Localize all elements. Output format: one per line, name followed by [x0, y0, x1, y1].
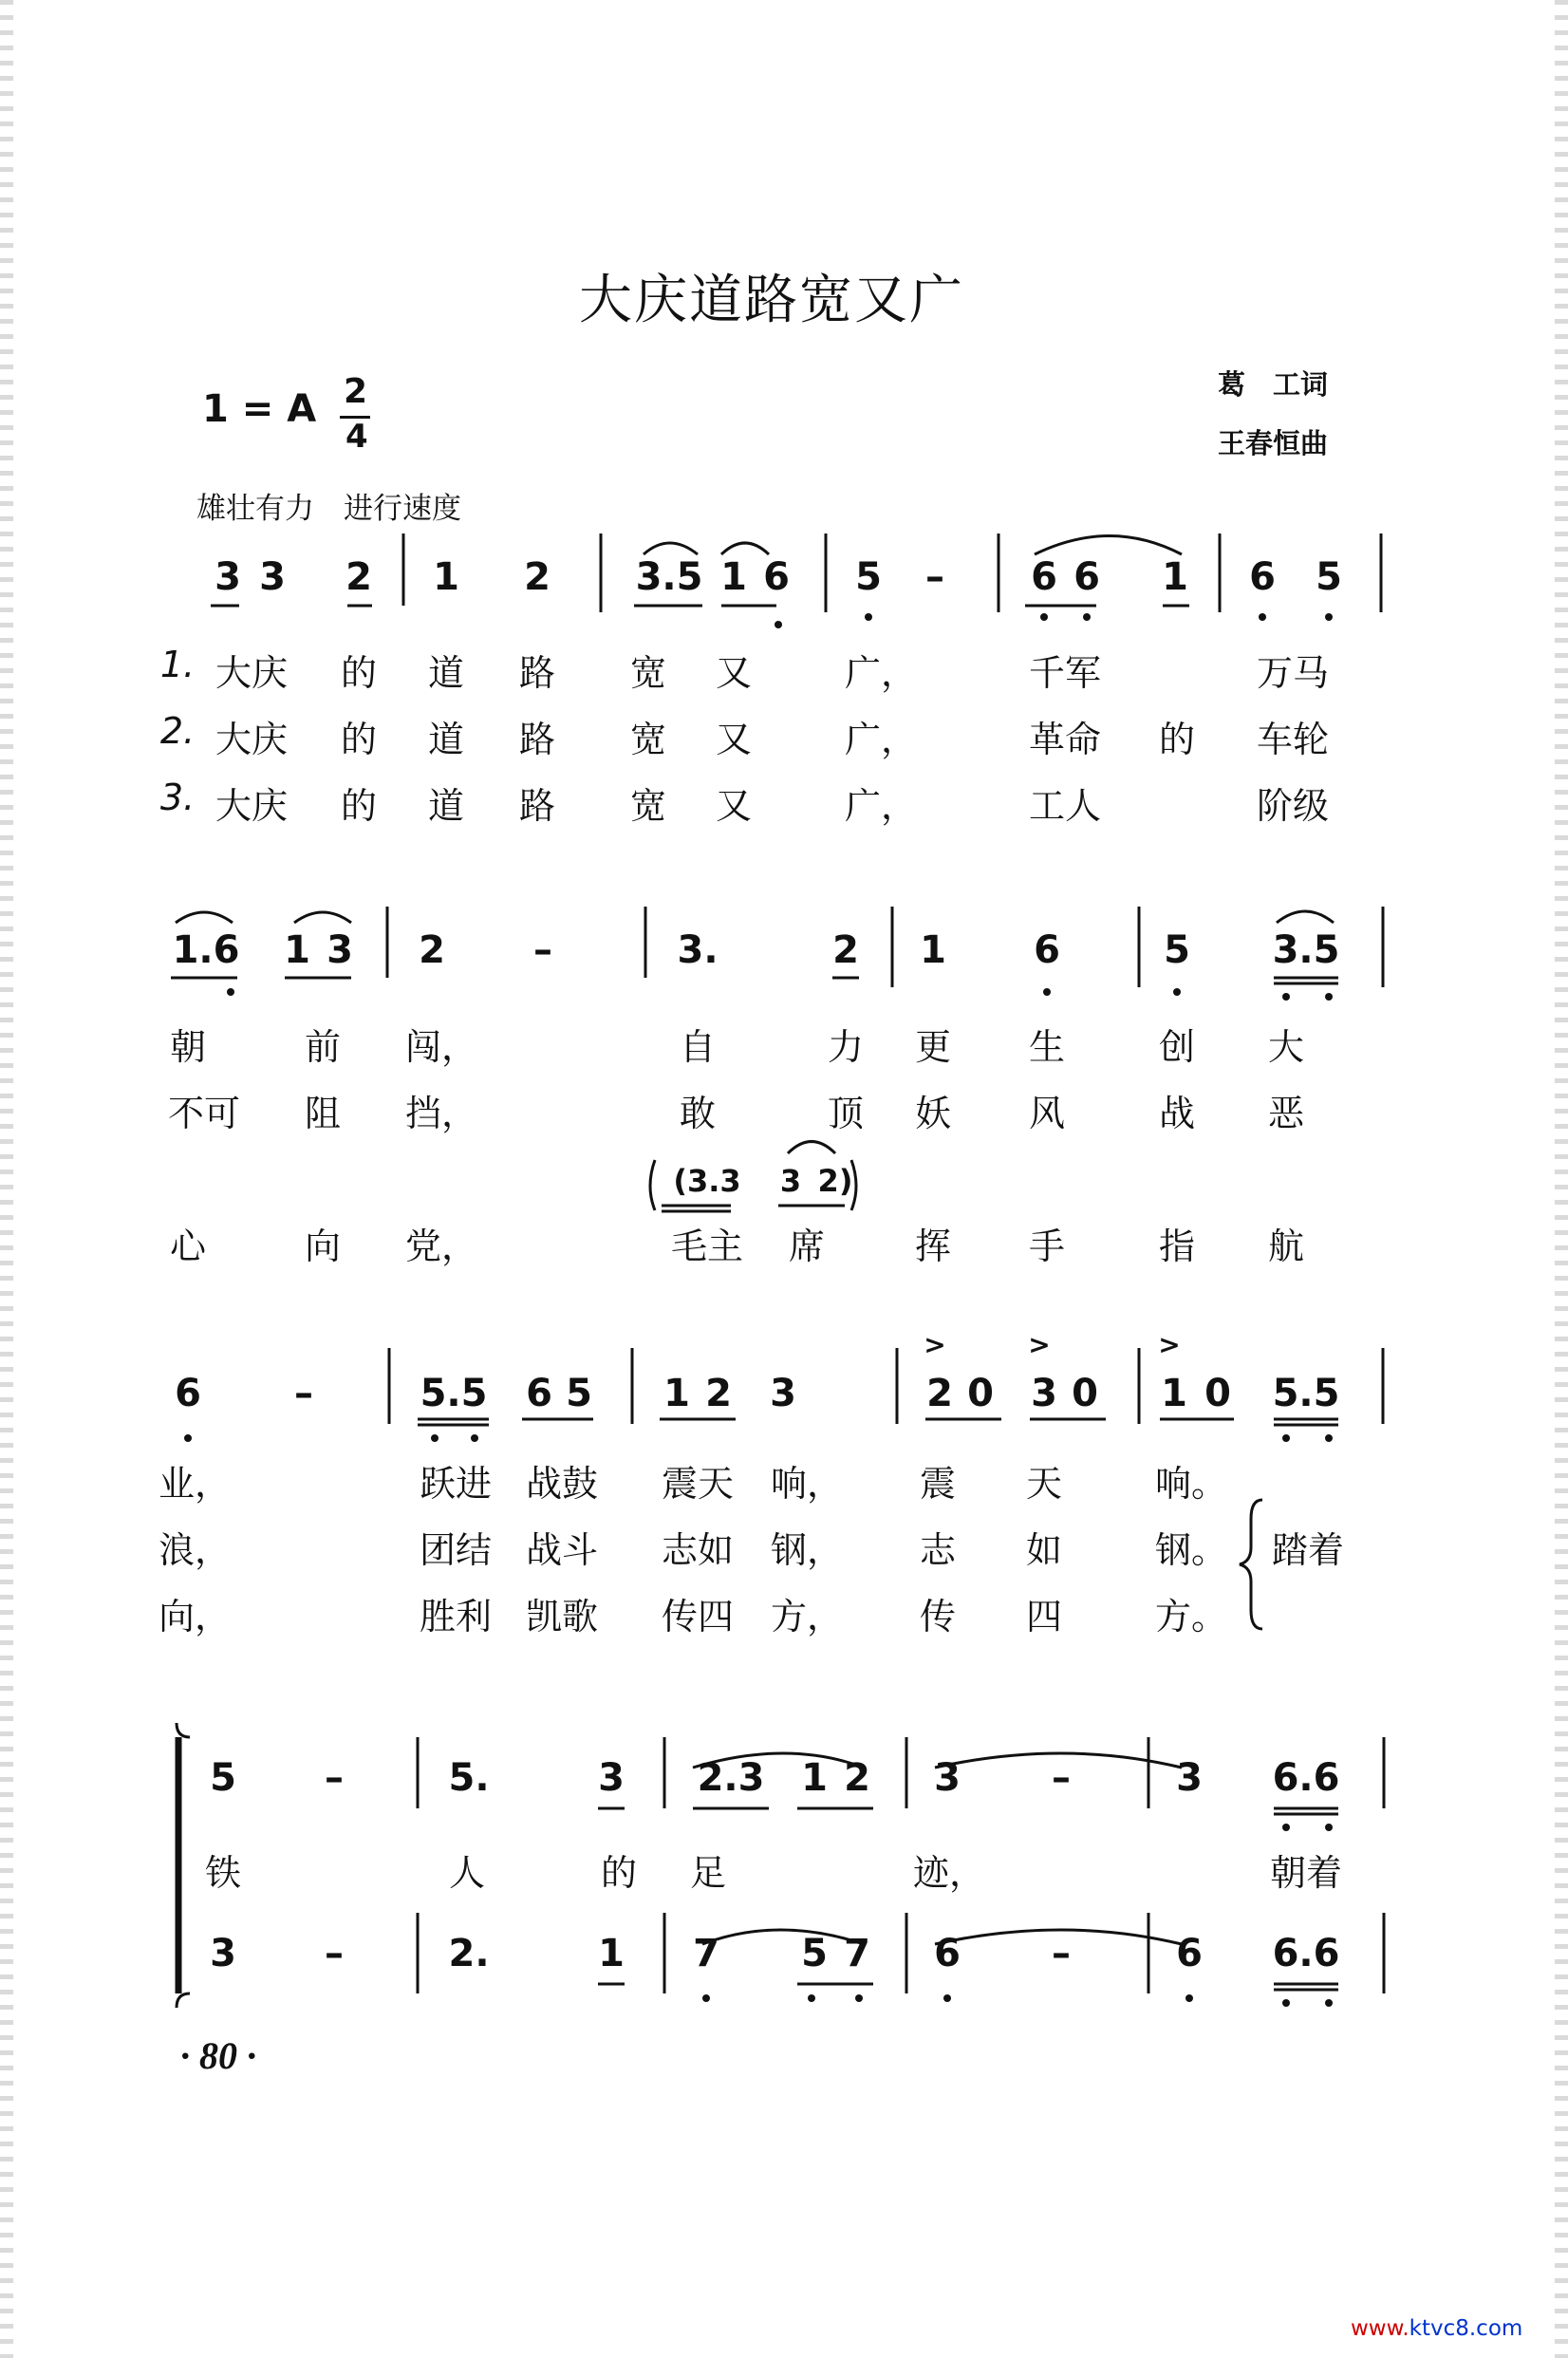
lyric: 恶: [1267, 1093, 1304, 1134]
lyric: 车轮: [1256, 719, 1329, 760]
note: 1: [720, 555, 747, 599]
note: 5: [855, 555, 882, 599]
lyric: 足: [689, 1852, 726, 1894]
lyric: 敢: [679, 1093, 716, 1134]
note: 0: [967, 1372, 994, 1415]
lyric: 跃进: [419, 1463, 492, 1505]
note: 3: [1176, 1756, 1203, 1800]
note: 0: [1204, 1372, 1231, 1415]
lyric: 大庆: [215, 785, 288, 827]
note: 2: [524, 555, 551, 599]
key-signature: 1 = A: [202, 387, 317, 431]
note: 6: [1176, 1932, 1203, 1975]
note: –: [1052, 1932, 1071, 1975]
note: 6.6: [1272, 1932, 1340, 1975]
note: 3.5: [635, 555, 703, 599]
lyric: 震天: [661, 1463, 734, 1505]
lyric: 又: [715, 652, 752, 694]
lyric: 人: [448, 1852, 485, 1894]
accent-mark: >: [924, 1329, 946, 1360]
note: 5: [801, 1932, 828, 1975]
lyric: 3.: [159, 777, 196, 818]
lyric: 的: [340, 652, 377, 694]
note: 6: [1034, 928, 1060, 972]
song-title: 大庆道路宽又广: [579, 270, 964, 331]
lyric: 战斗: [525, 1529, 598, 1571]
alt-note: (3.3: [673, 1163, 741, 1199]
lyric: 天: [1025, 1463, 1062, 1505]
lyric: 四: [1025, 1596, 1062, 1638]
lyric: 航: [1267, 1226, 1304, 1267]
lyric: 战: [1158, 1093, 1195, 1134]
lyric: 方。: [1154, 1596, 1227, 1638]
lyric: 妖: [914, 1093, 951, 1134]
lyric: 宽: [629, 652, 666, 694]
note: –: [325, 1756, 344, 1800]
note: 5.5: [1272, 1372, 1340, 1415]
alt-note: 2): [817, 1163, 853, 1199]
note: 3: [598, 1756, 625, 1800]
note: 3: [327, 928, 353, 972]
note: 2.: [448, 1932, 490, 1975]
note: 7: [844, 1932, 870, 1975]
lyric: 生: [1028, 1026, 1065, 1068]
lyric: 钢，: [770, 1529, 843, 1571]
note: 6.6: [1272, 1756, 1340, 1800]
lyric: 震: [919, 1463, 956, 1505]
note: 6: [934, 1932, 961, 1975]
alt-note: 3: [779, 1163, 802, 1199]
note: 1: [1162, 555, 1188, 599]
time-numerator: 2: [344, 372, 368, 411]
lyric: 广，: [844, 785, 917, 827]
lyric: 不可: [167, 1093, 240, 1134]
note: 1: [1161, 1372, 1187, 1415]
lyric: 方，: [770, 1596, 843, 1638]
lyric: 的: [1158, 719, 1195, 760]
lyric: 2.: [159, 710, 196, 752]
note: 1: [663, 1372, 690, 1415]
lyric: 又: [715, 719, 752, 760]
lyric: 道: [427, 719, 464, 760]
note: 5: [566, 1372, 592, 1415]
note: 3: [215, 555, 241, 599]
note: –: [533, 928, 552, 972]
lyric: 朝: [169, 1026, 206, 1068]
note: 1: [801, 1756, 828, 1800]
lyric: 凯歌: [525, 1596, 598, 1638]
lyric: 工人: [1028, 785, 1101, 827]
tempo-marking: 雄壮有力 进行速度: [196, 492, 461, 526]
lyric: 业，: [158, 1463, 231, 1505]
lyric: 手: [1028, 1226, 1065, 1267]
note: 2: [419, 928, 445, 972]
watermark-part1: www.: [1351, 2316, 1409, 2341]
lyric: 阻: [304, 1093, 341, 1134]
lyric: 广，: [844, 652, 917, 694]
note: 2: [926, 1372, 953, 1415]
lyric: 自: [679, 1026, 716, 1068]
bracket-lyric: 踏着: [1271, 1529, 1344, 1571]
note: 0: [1072, 1372, 1098, 1415]
note: 1: [433, 555, 459, 599]
lyric: 宽: [629, 719, 666, 760]
note: 1: [284, 928, 310, 972]
lyric: 挥: [914, 1226, 951, 1267]
note: 5: [210, 1756, 236, 1800]
note: 7: [693, 1932, 719, 1975]
accent-mark: >: [1028, 1329, 1051, 1360]
lyric: 万马: [1256, 652, 1329, 694]
lyric: 席: [788, 1226, 825, 1267]
lyric: 路: [518, 719, 555, 760]
note: –: [325, 1932, 344, 1975]
lyric: 党，: [404, 1226, 477, 1267]
lyric: 响，: [770, 1463, 843, 1505]
note: 2: [705, 1372, 732, 1415]
note: 6: [763, 555, 790, 599]
lyric: 阶级: [1256, 785, 1329, 827]
note: 1.6: [172, 928, 240, 972]
note: 5: [1316, 555, 1342, 599]
lyric: 路: [518, 785, 555, 827]
lyric: 的: [600, 1852, 637, 1894]
note: 5.: [448, 1756, 490, 1800]
note: –: [1052, 1756, 1071, 1800]
page-number: · 80 ·: [180, 2034, 256, 2077]
note: 6: [1031, 555, 1057, 599]
lyric: 广，: [844, 719, 917, 760]
note: 2: [844, 1756, 870, 1800]
lyric: 路: [518, 652, 555, 694]
lyric: 闯，: [404, 1026, 477, 1068]
note: 6: [1249, 555, 1276, 599]
lyric: 心: [169, 1226, 206, 1267]
lyric: 千军: [1028, 652, 1101, 694]
lyric: 向: [304, 1226, 341, 1267]
note: 2: [345, 555, 372, 599]
note: 3: [259, 555, 286, 599]
lyric: 道: [427, 785, 464, 827]
lyric: 道: [427, 652, 464, 694]
lyric: 挡，: [404, 1093, 477, 1134]
lyric: 前: [304, 1026, 341, 1068]
note: 3: [934, 1756, 961, 1800]
lyric: 如: [1025, 1529, 1062, 1571]
lyric: 1.: [159, 644, 196, 685]
lyric: 又: [715, 785, 752, 827]
lyric: 顶: [827, 1093, 864, 1134]
note: 5: [1164, 928, 1190, 972]
lyric: 宽: [629, 785, 666, 827]
lyric: 战鼓: [525, 1463, 598, 1505]
watermark-part2: ktvc8.com: [1409, 2316, 1523, 2341]
note: 6: [175, 1372, 201, 1415]
lyric: 朝着: [1269, 1852, 1342, 1894]
lyric: 风: [1028, 1093, 1065, 1134]
note: –: [294, 1372, 313, 1415]
composer: 王春恒曲: [1218, 427, 1329, 459]
lyric: 铁: [204, 1852, 241, 1894]
note: 6: [1073, 555, 1100, 599]
time-denominator: 4: [345, 418, 368, 456]
lyric: 大庆: [215, 652, 288, 694]
watermark: [1351, 2316, 1522, 2341]
note: 3.5: [1272, 928, 1340, 972]
note: 2: [832, 928, 859, 972]
lyricist: 葛 工词: [1218, 368, 1329, 401]
lyric: 浪，: [158, 1529, 231, 1571]
lyric: 迹，: [912, 1852, 985, 1894]
note: 1: [920, 928, 946, 972]
note: 1: [598, 1932, 625, 1975]
lyric: 团结: [419, 1529, 492, 1571]
lyric: 胜利: [419, 1596, 492, 1638]
lyric: 创: [1158, 1026, 1195, 1068]
lyric: 传: [919, 1596, 956, 1638]
accent-mark: >: [1158, 1329, 1181, 1360]
lyric: 革命: [1028, 719, 1101, 760]
lyric: 更: [914, 1026, 951, 1068]
lyric: 力: [827, 1026, 864, 1068]
note: 6: [526, 1372, 552, 1415]
lyric: 响。: [1154, 1463, 1227, 1505]
lyric: 毛主: [670, 1226, 743, 1267]
lyric: 志如: [661, 1529, 734, 1571]
note: –: [925, 555, 944, 599]
note: 2.3: [697, 1756, 765, 1800]
lyric: 大: [1267, 1026, 1304, 1068]
note: 3: [770, 1372, 796, 1415]
lyric: 的: [340, 785, 377, 827]
lyric: 的: [340, 719, 377, 760]
lyric: 志: [919, 1529, 956, 1571]
lyric: 大庆: [215, 719, 288, 760]
note: 3: [1031, 1372, 1057, 1415]
note: 3.: [677, 928, 719, 972]
lyric: 向，: [158, 1596, 231, 1638]
lyric: 传四: [661, 1596, 734, 1638]
note: 3: [210, 1932, 236, 1975]
note: 5.5: [420, 1372, 488, 1415]
lyric: 指: [1158, 1226, 1195, 1267]
lyric: 钢。: [1154, 1529, 1227, 1571]
